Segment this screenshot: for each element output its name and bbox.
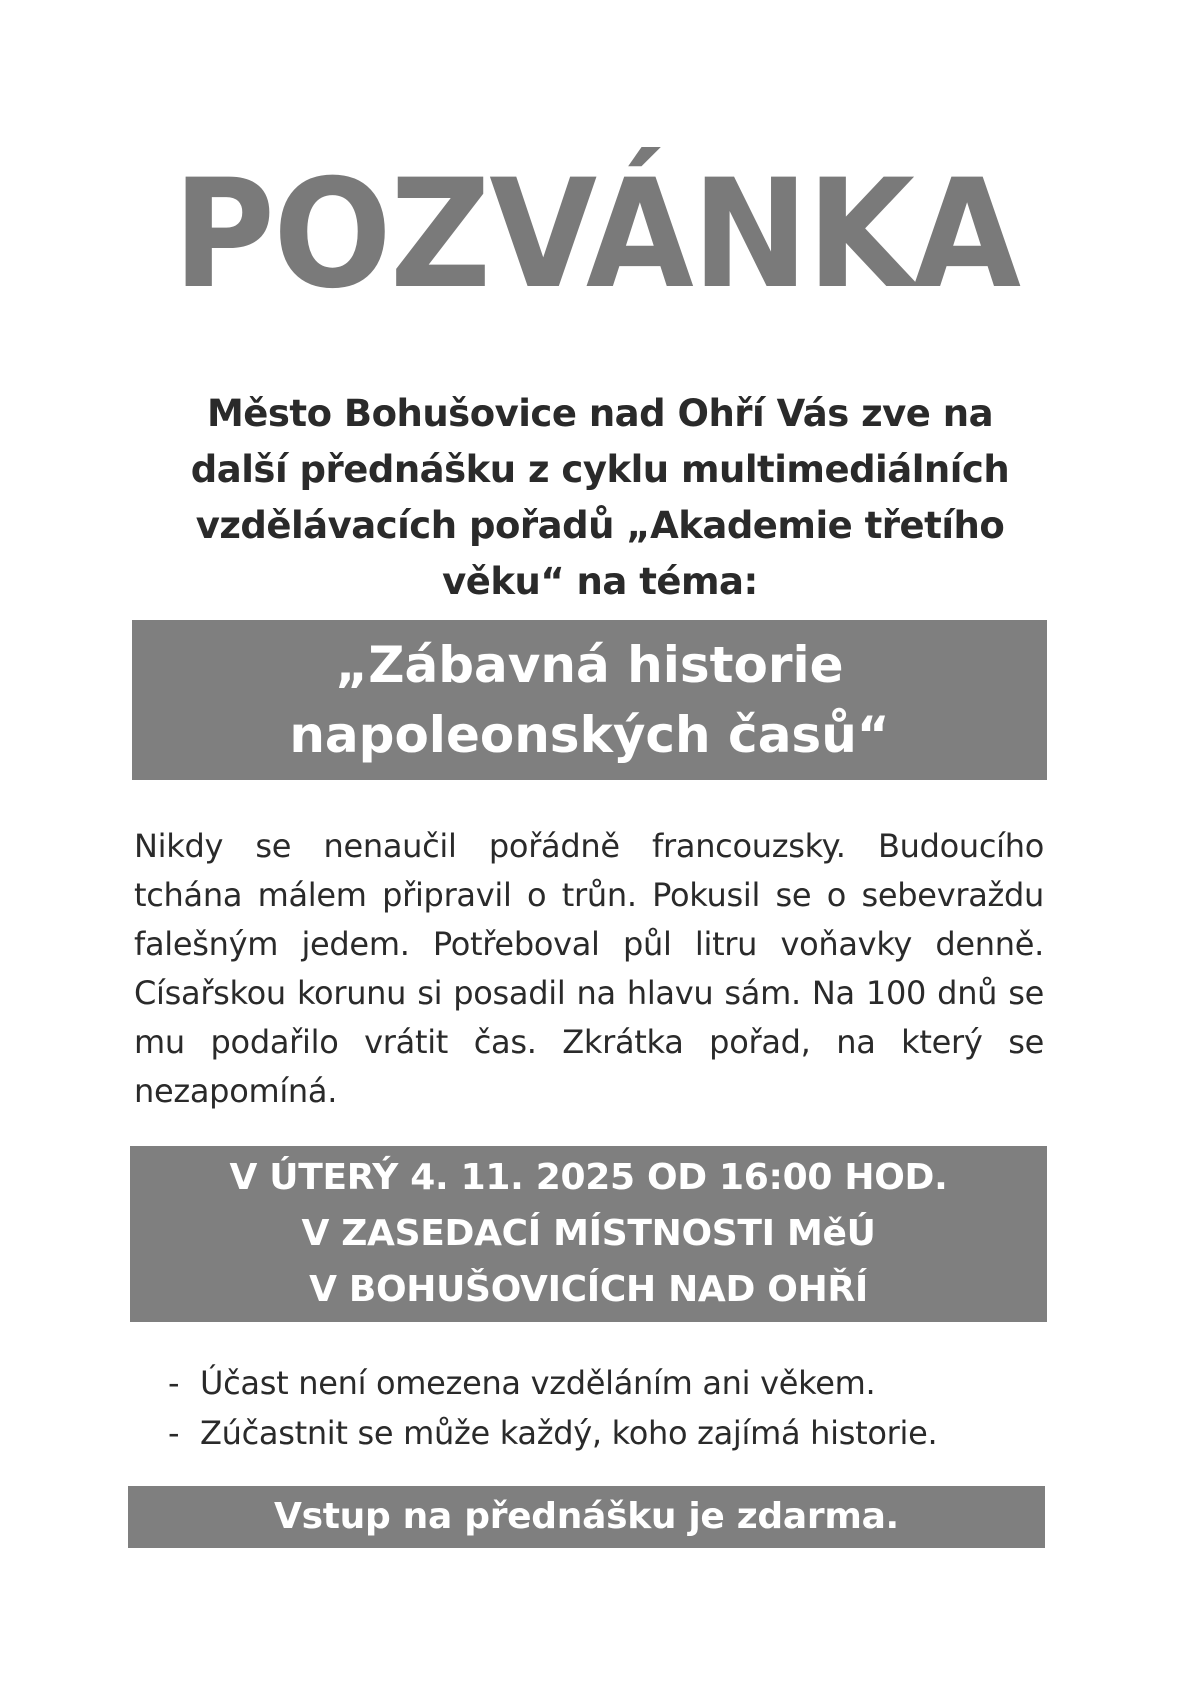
admission-banner: Vstup na přednášku je zdarma. — [128, 1486, 1045, 1548]
topic-line: napoleonských časů“ — [289, 706, 890, 764]
intro-text — [140, 386, 1060, 610]
intro-line: vzdělávacích pořadů „Akademie třetího — [195, 504, 1005, 547]
description-paragraph: Nikdy se nenaučil pořádně francouzsky. Budoucího tchána málem připravil o trůn. Pokusil se o sebevraždu falešným jedem. Potřeboval půl litru voňavky denně. Císařskou korunu si posadil na hlavu sám. Na 100 dnů se mu podařilo vrátit čas. Zkrátka pořad, na který se nezapomíná. — [134, 827, 1044, 1110]
notes-list — [168, 1358, 1048, 1458]
intro-line: další přednášku z cyklu multimediálních — [190, 448, 1010, 491]
intro-line: Město Bohušovice nad Ohří Vás zve na — [206, 392, 994, 435]
bullet-dash: - — [168, 1364, 180, 1402]
note-text: Zúčastnit se může každý, koho zajímá historie. — [200, 1414, 938, 1452]
bullet-dash: - — [168, 1414, 180, 1452]
topic-banner — [132, 620, 1047, 780]
list-item — [168, 1358, 1048, 1408]
list-item — [168, 1408, 1048, 1458]
page-title: POZVÁNKA — [172, 148, 1020, 322]
event-venue: V ZASEDACÍ MÍSTNOSTI MěÚ — [301, 1213, 876, 1254]
event-details-banner — [130, 1146, 1047, 1322]
event-date-time: V ÚTERÝ 4. 11. 2025 OD 16:00 HOD. — [229, 1157, 948, 1198]
description-text — [134, 822, 1044, 1116]
note-text: Účast není omezena vzděláním ani věkem. — [200, 1364, 876, 1402]
topic-line: „Zábavná historie — [335, 636, 844, 694]
intro-line: věku“ na téma: — [442, 560, 758, 603]
event-town: V BOHUŠOVICÍCH NAD OHŘÍ — [309, 1269, 868, 1310]
